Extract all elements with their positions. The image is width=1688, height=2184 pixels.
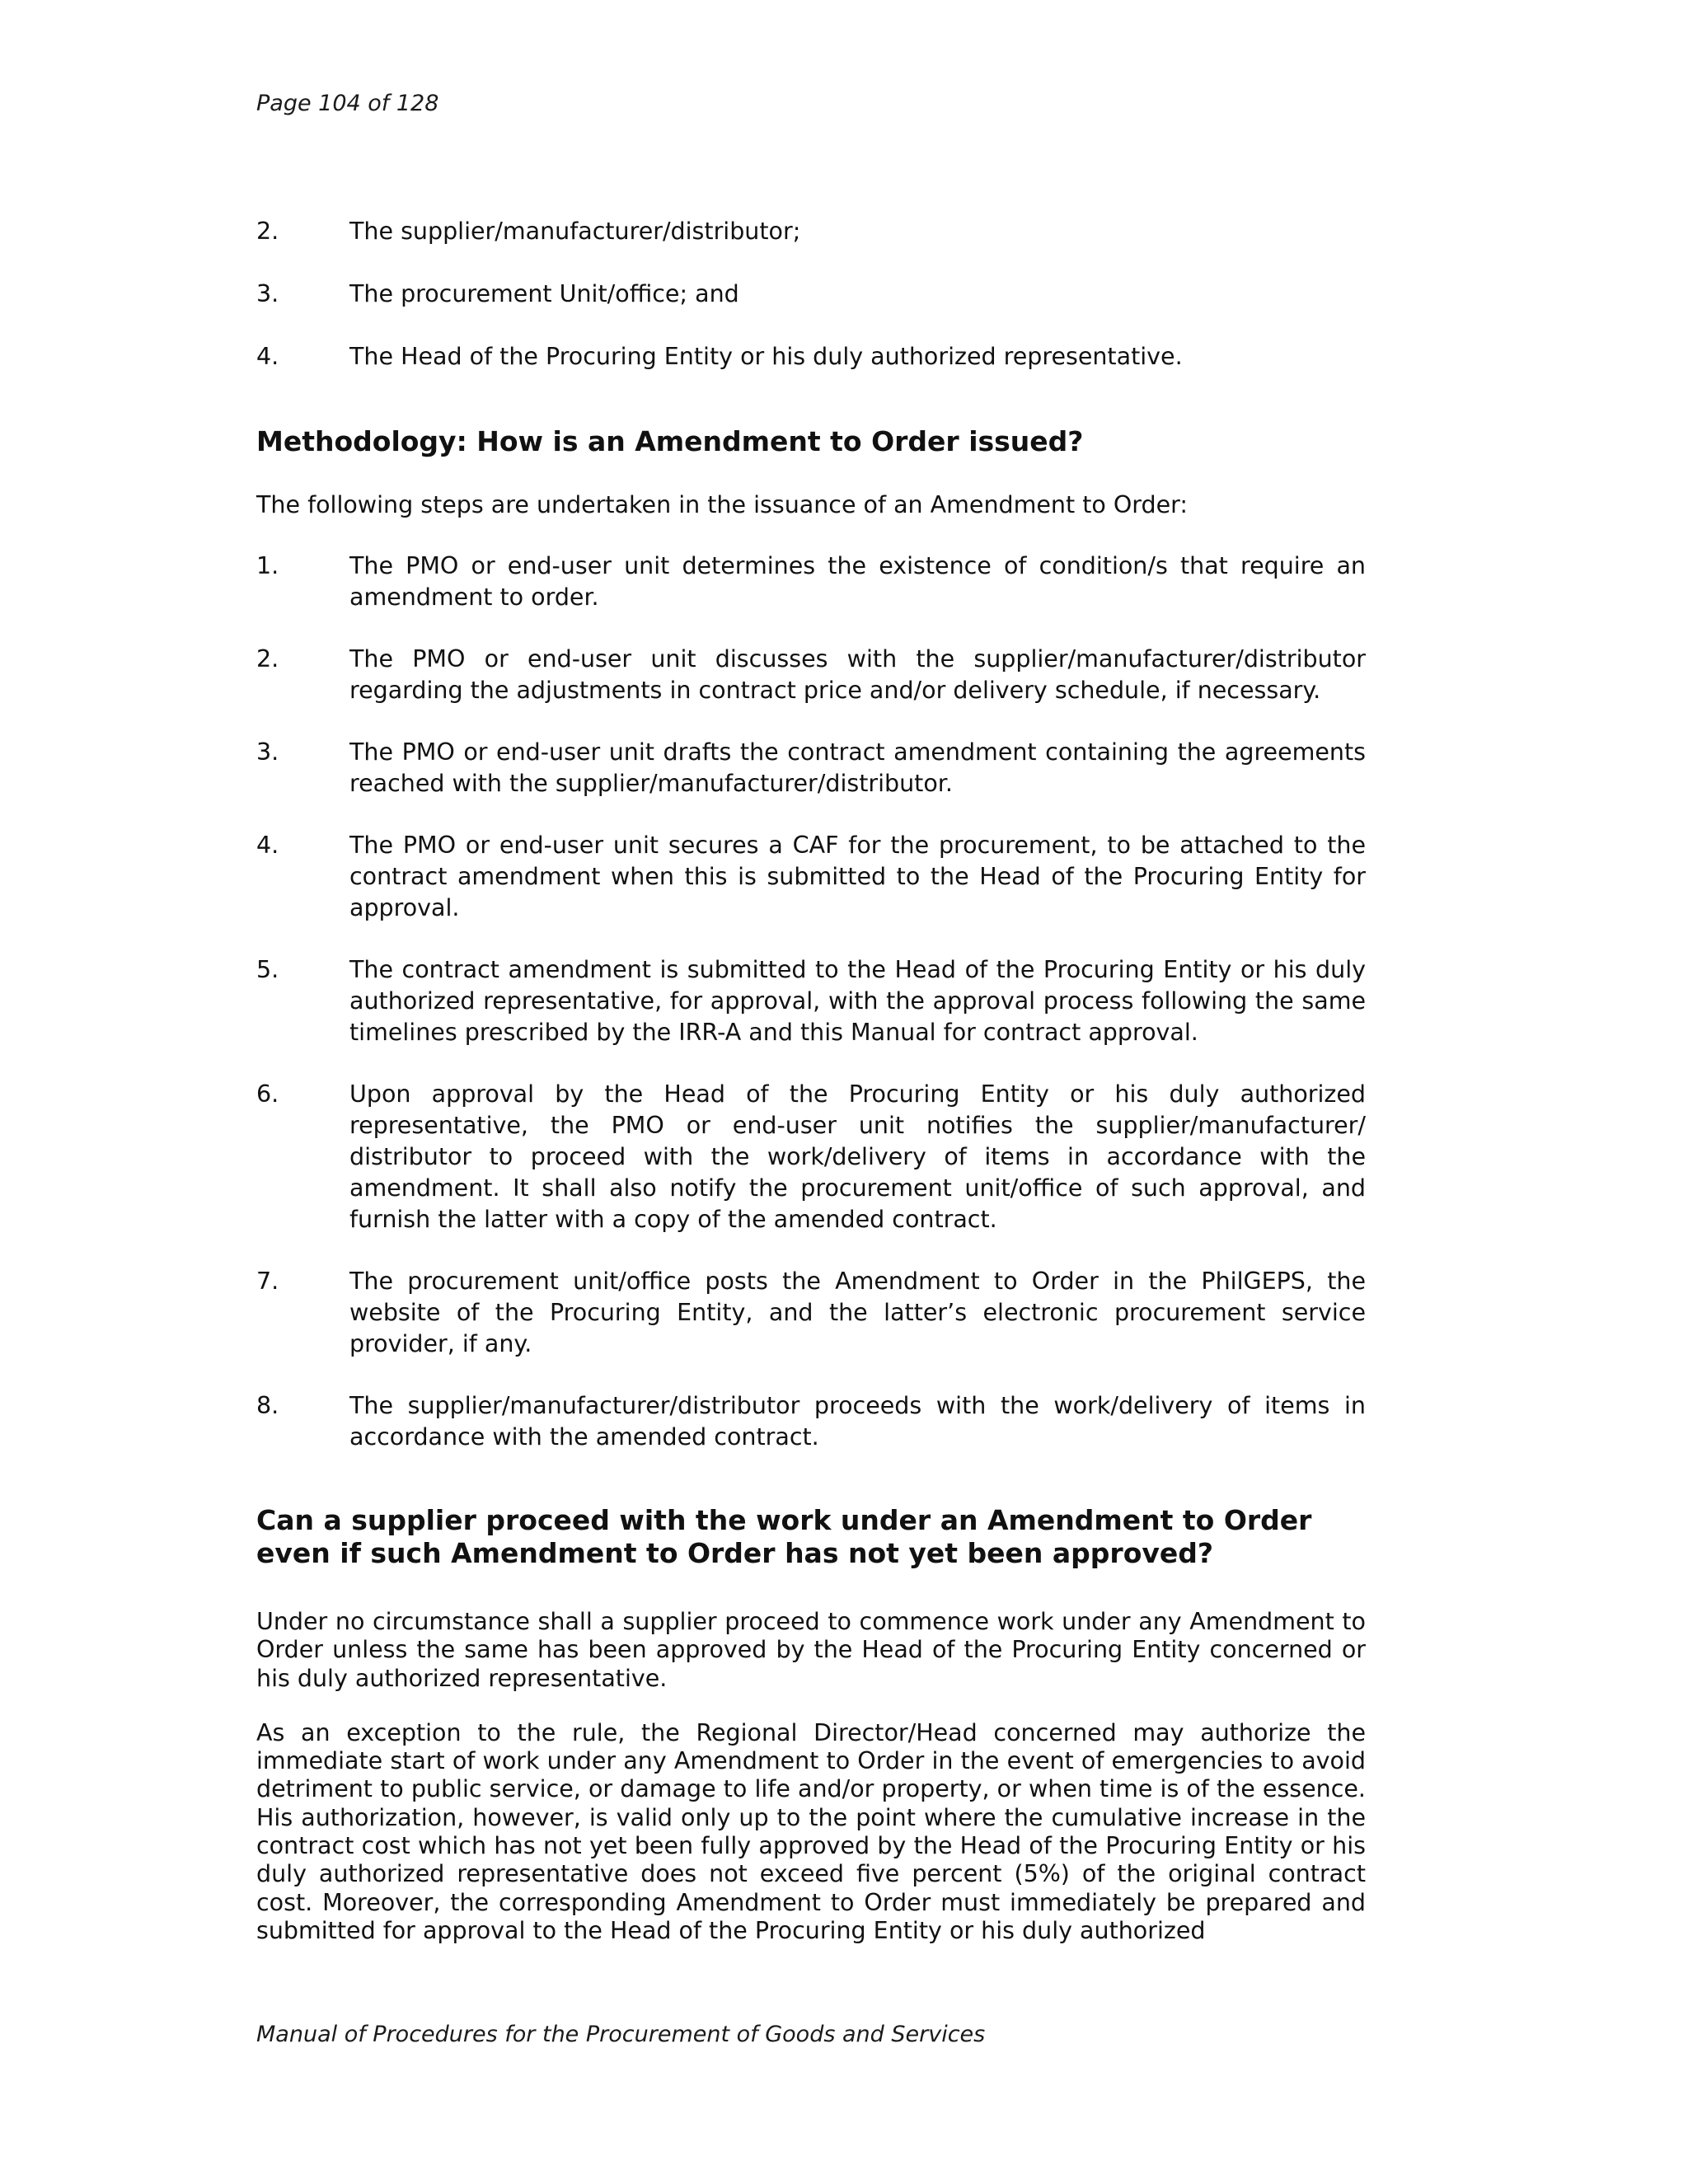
list-item-text: The supplier/manufacturer/distributor;: [349, 218, 801, 245]
step-item: [256, 551, 1366, 613]
list-item-number: 2.: [256, 218, 279, 245]
step-item: [256, 1266, 1366, 1360]
page-content: [256, 216, 1366, 1945]
continued-list: [256, 216, 1366, 373]
question-heading: Can a supplier proceed with the work under an Amendment to Order even if such Amendment to Order has not yet been approved?: [256, 1504, 1312, 1569]
step-number: 6.: [256, 1080, 279, 1108]
document-footer: Manual of Procedures for the Procurement of Goods and Services: [256, 2022, 986, 2047]
step-item: [256, 1079, 1366, 1235]
step-number: 7.: [256, 1268, 279, 1295]
question-paragraph-2: As an exception to the rule, the Regional Director/Head concerned may authorize the immediate start of work under any Amendment to Order in the event of emergencies to avoid detriment to public service, or damage to life and/or property, or when time is of the essence. His authorization, however, is valid only up to the point where the cumulative increase in the contract cost which has not yet been fully approved by the Head of the Procuring Entity or his duly authorized representative does not exceed five percent (5%) of the original contract cost. Moreover, the corresponding Amendment to Order must immediately be prepared and submitted for approval to the Head of the Procuring Entity or his duly authorized: [256, 1718, 1366, 1944]
step-text: The procurement unit/office posts the Amendment to Order in the PhilGEPS, the website of the Procuring Entity, and the latter’s electronic procurement service provider, if any.: [349, 1268, 1366, 1357]
step-number: 4.: [256, 832, 279, 859]
question-paragraph-1: Under no circumstance shall a supplier proceed to commence work under any Amendment to Order unless the same has been approved by the Head of the Procuring Entity concerned or his duly authorized representative.: [256, 1608, 1366, 1692]
step-number: 8.: [256, 1392, 279, 1419]
methodology-intro: The following steps are undertaken in the issuance of an Amendment to Order:: [256, 491, 1188, 518]
list-item-text: The procurement Unit/office; and: [349, 280, 739, 307]
step-number: 1.: [256, 552, 279, 579]
step-text: The PMO or end-user unit drafts the contract amendment containing the agreements reached with the supplier/manufacturer/distributor.: [349, 738, 1366, 797]
list-item: [256, 279, 1366, 310]
list-item: [256, 216, 1366, 247]
step-text: The supplier/manufacturer/distributor proceeds with the work/delivery of items in accordance with the amended contract.: [349, 1392, 1366, 1451]
step-number: 2.: [256, 645, 279, 673]
list-item-text: The Head of the Procuring Entity or his duly authorized representative.: [349, 343, 1183, 370]
step-text: Upon approval by the Head of the Procuring Entity or his duly authorized representative, the PMO or end-user unit notifies the supplier/manufacturer/ distributor to proceed with the work/delivery of items in accordance with the amendment. It shall also notify the procurement unit/office of such approval, and furnish the latter with a copy of the amended contract.: [349, 1080, 1366, 1233]
step-item: [256, 830, 1366, 924]
page-number-header: Page 104 of 128: [256, 91, 439, 116]
step-item: [256, 954, 1366, 1048]
step-text: The PMO or end-user unit discusses with the supplier/manufacturer/distributor regarding the adjustments in contract price and/or delivery schedule, if necessary.: [349, 645, 1366, 704]
methodology-heading: Methodology: How is an Amendment to Order issued?: [256, 425, 1084, 457]
step-item: [256, 1390, 1366, 1453]
list-item-number: 4.: [256, 343, 279, 370]
list-item-number: 3.: [256, 280, 279, 307]
step-number: 3.: [256, 738, 279, 766]
step-number: 5.: [256, 956, 279, 983]
list-item: [256, 341, 1366, 373]
step-item: [256, 644, 1366, 706]
step-text: The PMO or end-user unit determines the existence of condition/s that require an amendment to order.: [349, 552, 1366, 611]
step-text: The contract amendment is submitted to the Head of the Procuring Entity or his duly authorized representative, for approval, with the approval process following the same timelines prescribed by the IRR-A and this Manual for contract approval.: [349, 956, 1366, 1046]
methodology-steps: [256, 551, 1366, 1453]
step-item: [256, 737, 1366, 799]
step-text: The PMO or end-user unit secures a CAF for the procurement, to be attached to the contract amendment when this is submitted to the Head of the Procuring Entity for approval.: [349, 832, 1366, 921]
